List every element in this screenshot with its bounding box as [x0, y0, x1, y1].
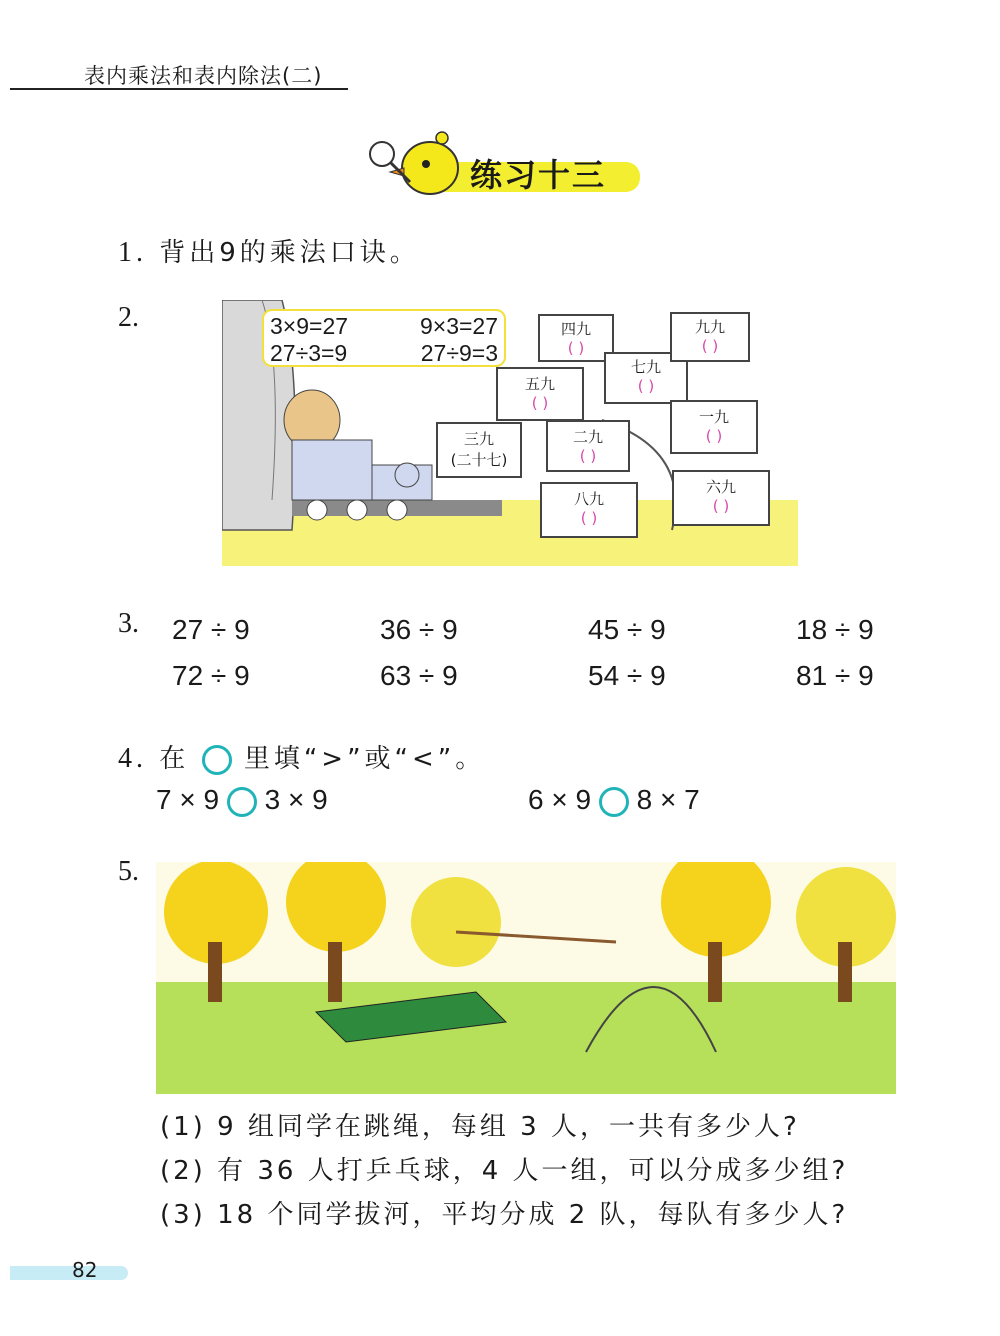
page-number: 82 — [72, 1258, 98, 1282]
sign-answer[interactable]: ( ) — [580, 509, 598, 527]
division-expression: 72 ÷ 9 — [172, 660, 250, 691]
sign-answer[interactable]: ( ) — [705, 427, 723, 445]
equation: 9×3=27 — [419, 313, 498, 339]
equation: 27÷9=3 — [420, 340, 498, 366]
sign-board — [496, 367, 584, 421]
sign-answer[interactable]: ( ) — [531, 394, 549, 412]
division-expression: 63 ÷ 9 — [380, 660, 458, 691]
question-4 — [118, 738, 485, 775]
question-2-number: 2. — [118, 302, 139, 333]
header-rule — [10, 88, 348, 90]
sign-label: 七九 — [630, 358, 661, 376]
division-expression: 54 ÷ 9 — [588, 660, 666, 691]
sign-board — [672, 470, 770, 526]
chick-mascot-icon — [360, 128, 460, 198]
answer-circle — [202, 745, 232, 775]
question-5-number: 5. — [118, 856, 139, 887]
sign-answer[interactable]: ( ) — [701, 337, 719, 355]
division-expression: 81 ÷ 9 — [796, 660, 874, 691]
expression: 7 × 9 — [156, 784, 220, 815]
question-text: 里填“>”或“<”。 — [243, 744, 486, 774]
sign-board — [546, 420, 630, 472]
equation: 3×9=27 — [270, 313, 349, 339]
question-number: 4. — [118, 743, 147, 774]
sign-label: 三九 — [463, 430, 494, 448]
sign-label: 九九 — [694, 318, 725, 336]
sign-answer[interactable]: ( ) — [579, 447, 597, 465]
sign-label: 五九 — [524, 375, 555, 393]
sign-answer[interactable]: ( ) — [712, 497, 730, 515]
sign-label: 六九 — [705, 478, 736, 496]
sign-board — [670, 312, 750, 362]
expression: 6 × 9 — [528, 784, 592, 815]
division-expression: 36 ÷ 9 — [380, 614, 458, 645]
equation: 27÷3=9 — [270, 340, 348, 366]
expression: 3 × 9 — [264, 784, 328, 815]
sub-question: (3) 18 个同学拔河，平均分成 2 队，每队有多少人? — [160, 1200, 849, 1230]
question-3-number: 3. — [118, 608, 139, 639]
sign-label: 四九 — [560, 320, 591, 338]
division-expression: 27 ÷ 9 — [172, 614, 250, 645]
comparison-right — [528, 784, 700, 817]
sign-answer: (二十七) — [450, 451, 508, 469]
answer-circle[interactable] — [599, 787, 629, 817]
page-title: 练习十三 — [470, 156, 607, 194]
sub-question: (2) 有 36 人打乒乓球，4 人一组，可以分成多少组? — [160, 1156, 849, 1186]
question-1 — [118, 232, 420, 269]
division-expression: 18 ÷ 9 — [796, 614, 874, 645]
playground-illustration — [156, 862, 896, 1094]
question-text: 背出9的乘法口诀。 — [159, 238, 420, 268]
sign-answer[interactable]: ( ) — [637, 377, 655, 395]
comparison-left — [156, 784, 328, 817]
sign-label: 一九 — [698, 408, 729, 426]
speech-bubble — [262, 309, 506, 367]
question-text: 在 — [159, 744, 190, 774]
sub-question: (1) 9 组同学在跳绳，每组 3 人，一共有多少人? — [160, 1112, 800, 1142]
sign-label: 二九 — [572, 428, 603, 446]
page-number-band — [10, 1266, 128, 1280]
sign-label: 八九 — [573, 490, 604, 508]
answer-circle[interactable] — [227, 787, 257, 817]
expression: 8 × 7 — [636, 784, 700, 815]
sign-board — [670, 400, 758, 454]
sign-answer[interactable]: ( ) — [567, 339, 585, 357]
sign-board — [540, 482, 638, 538]
chapter-title: 表内乘法和表内除法(二) — [84, 64, 323, 88]
sign-board — [538, 314, 614, 362]
question-number: 1. — [118, 237, 147, 268]
division-expression: 45 ÷ 9 — [588, 614, 666, 645]
sign-board — [436, 422, 522, 478]
